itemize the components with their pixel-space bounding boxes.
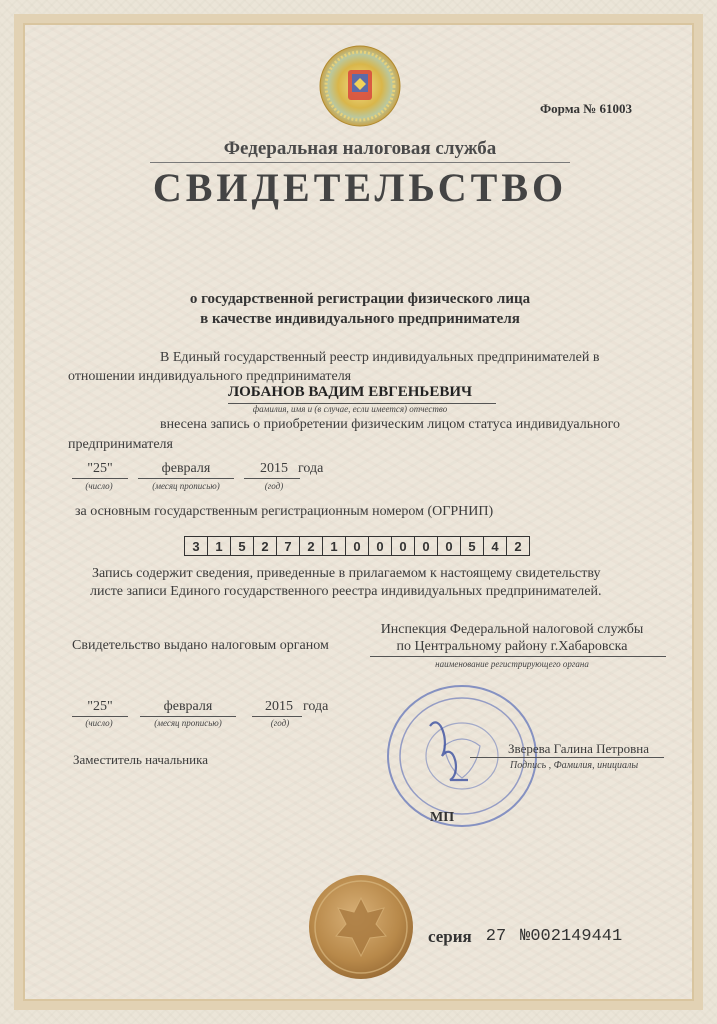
ogrnip-digit: 2 [300,537,323,555]
signer-position: Заместитель начальника [73,752,208,767]
seal-place-label: МП [430,810,455,825]
issue-month-caption: (месяц прописью) [154,718,222,728]
agency-name: Федеральная налоговая служба [223,138,497,159]
document-title: СВИДЕТЕЛЬСТВО [152,165,568,210]
status-text-line-2: предпринимателя [68,437,173,452]
series-code: 27 [485,927,507,946]
series-label: серия [428,927,472,946]
authority-underline [370,656,666,657]
agency-underline [150,162,570,163]
signature-caption: Подпись , Фамилия, инициалы [510,760,639,771]
signer-name: Зверева Галина Петровна [508,741,649,756]
subtitle-line-1: о государственной регистрации физического лица [189,291,531,307]
ogrnip-label: за основным государственным регистрационным номером (ОГРНИП) [75,504,494,519]
issue-year-suffix: года [303,699,329,714]
ogrnip-digit: 5 [461,537,484,555]
ogrnip-digit: 0 [415,537,438,555]
series-block [428,927,622,947]
form-label: Форма [540,101,580,116]
tax-authority-line-1: Инспекция Федеральной налоговой службы [380,622,644,637]
ogrnip-digit: 0 [438,537,461,555]
issue-day-caption: (число) [85,718,113,728]
issued-by-label: Свидетельство выдано налоговым органом [72,638,329,653]
ogrnip-digit: 2 [514,538,522,554]
status-text-line-1: внесена запись о приобретении физическим лицом статуса индивидуального [160,417,620,432]
signature-underline [470,757,664,758]
registry-text-line-2: отношении индивидуального предпринимателя [68,369,352,384]
issue-month-underline [140,716,236,717]
ogrnip-number-boxes [184,536,530,556]
registration-day: "25" [87,461,113,476]
ogrnip-digit: 1 [323,537,346,555]
authority-caption: наименование регистрирующего органа [435,659,589,669]
registry-text-line-1: В Единый государственный реестр индивидуальных предпринимателей в [160,350,600,365]
ogrnip-digit: 1 [208,537,231,555]
tax-authority-line-2: по Центральному району г.Хабаровска [396,639,628,654]
ogrnip-digit: 7 [277,537,300,555]
issue-year: 2015 [265,699,293,714]
registration-month: февраля [161,461,211,476]
record-text-line-1: Запись содержит сведения, приведенные в прилагаемом к настоящему свидетельству [92,566,601,581]
year-caption: (год) [264,481,284,491]
subtitle-line-2: в качестве индивидуального предпринимателя [200,311,520,327]
registration-year: 2015 [260,461,288,476]
gold-seal-icon [306,872,416,982]
day-underline [72,478,128,479]
issue-year-caption: (год) [270,718,290,728]
ogrnip-digit: 0 [369,537,392,555]
year-suffix: года [298,461,324,476]
issue-month: февраля [163,699,213,714]
ogrnip-digit: 5 [231,537,254,555]
month-caption: (месяц прописью) [152,481,220,491]
ogrnip-digit: 2 [254,537,277,555]
record-text-line-2: листе записи Единого государственного реестра индивидуальных предпринимателей. [90,584,602,599]
name-caption: фамилия, имя и (в случае, если имеется) отчество [252,404,448,414]
day-caption: (число) [85,481,113,491]
series-number: №002149441 [520,927,623,946]
ogrnip-digit: 3 [185,537,208,555]
issue-day-underline [72,716,128,717]
ogrnip-digit: 4 [484,537,507,555]
form-number [540,101,632,117]
form-number-value: № 61003 [583,101,633,116]
ogrnip-digit: 0 [346,537,369,555]
hologram-emblem-icon [318,44,402,128]
month-underline [138,478,234,479]
year-underline [244,478,300,479]
ogrnip-digit: 0 [392,537,415,555]
issue-year-underline [252,716,302,717]
issue-day: "25" [87,699,113,714]
entrepreneur-name: ЛОБАНОВ ВАДИМ ЕВГЕНЬЕВИЧ [227,384,473,400]
